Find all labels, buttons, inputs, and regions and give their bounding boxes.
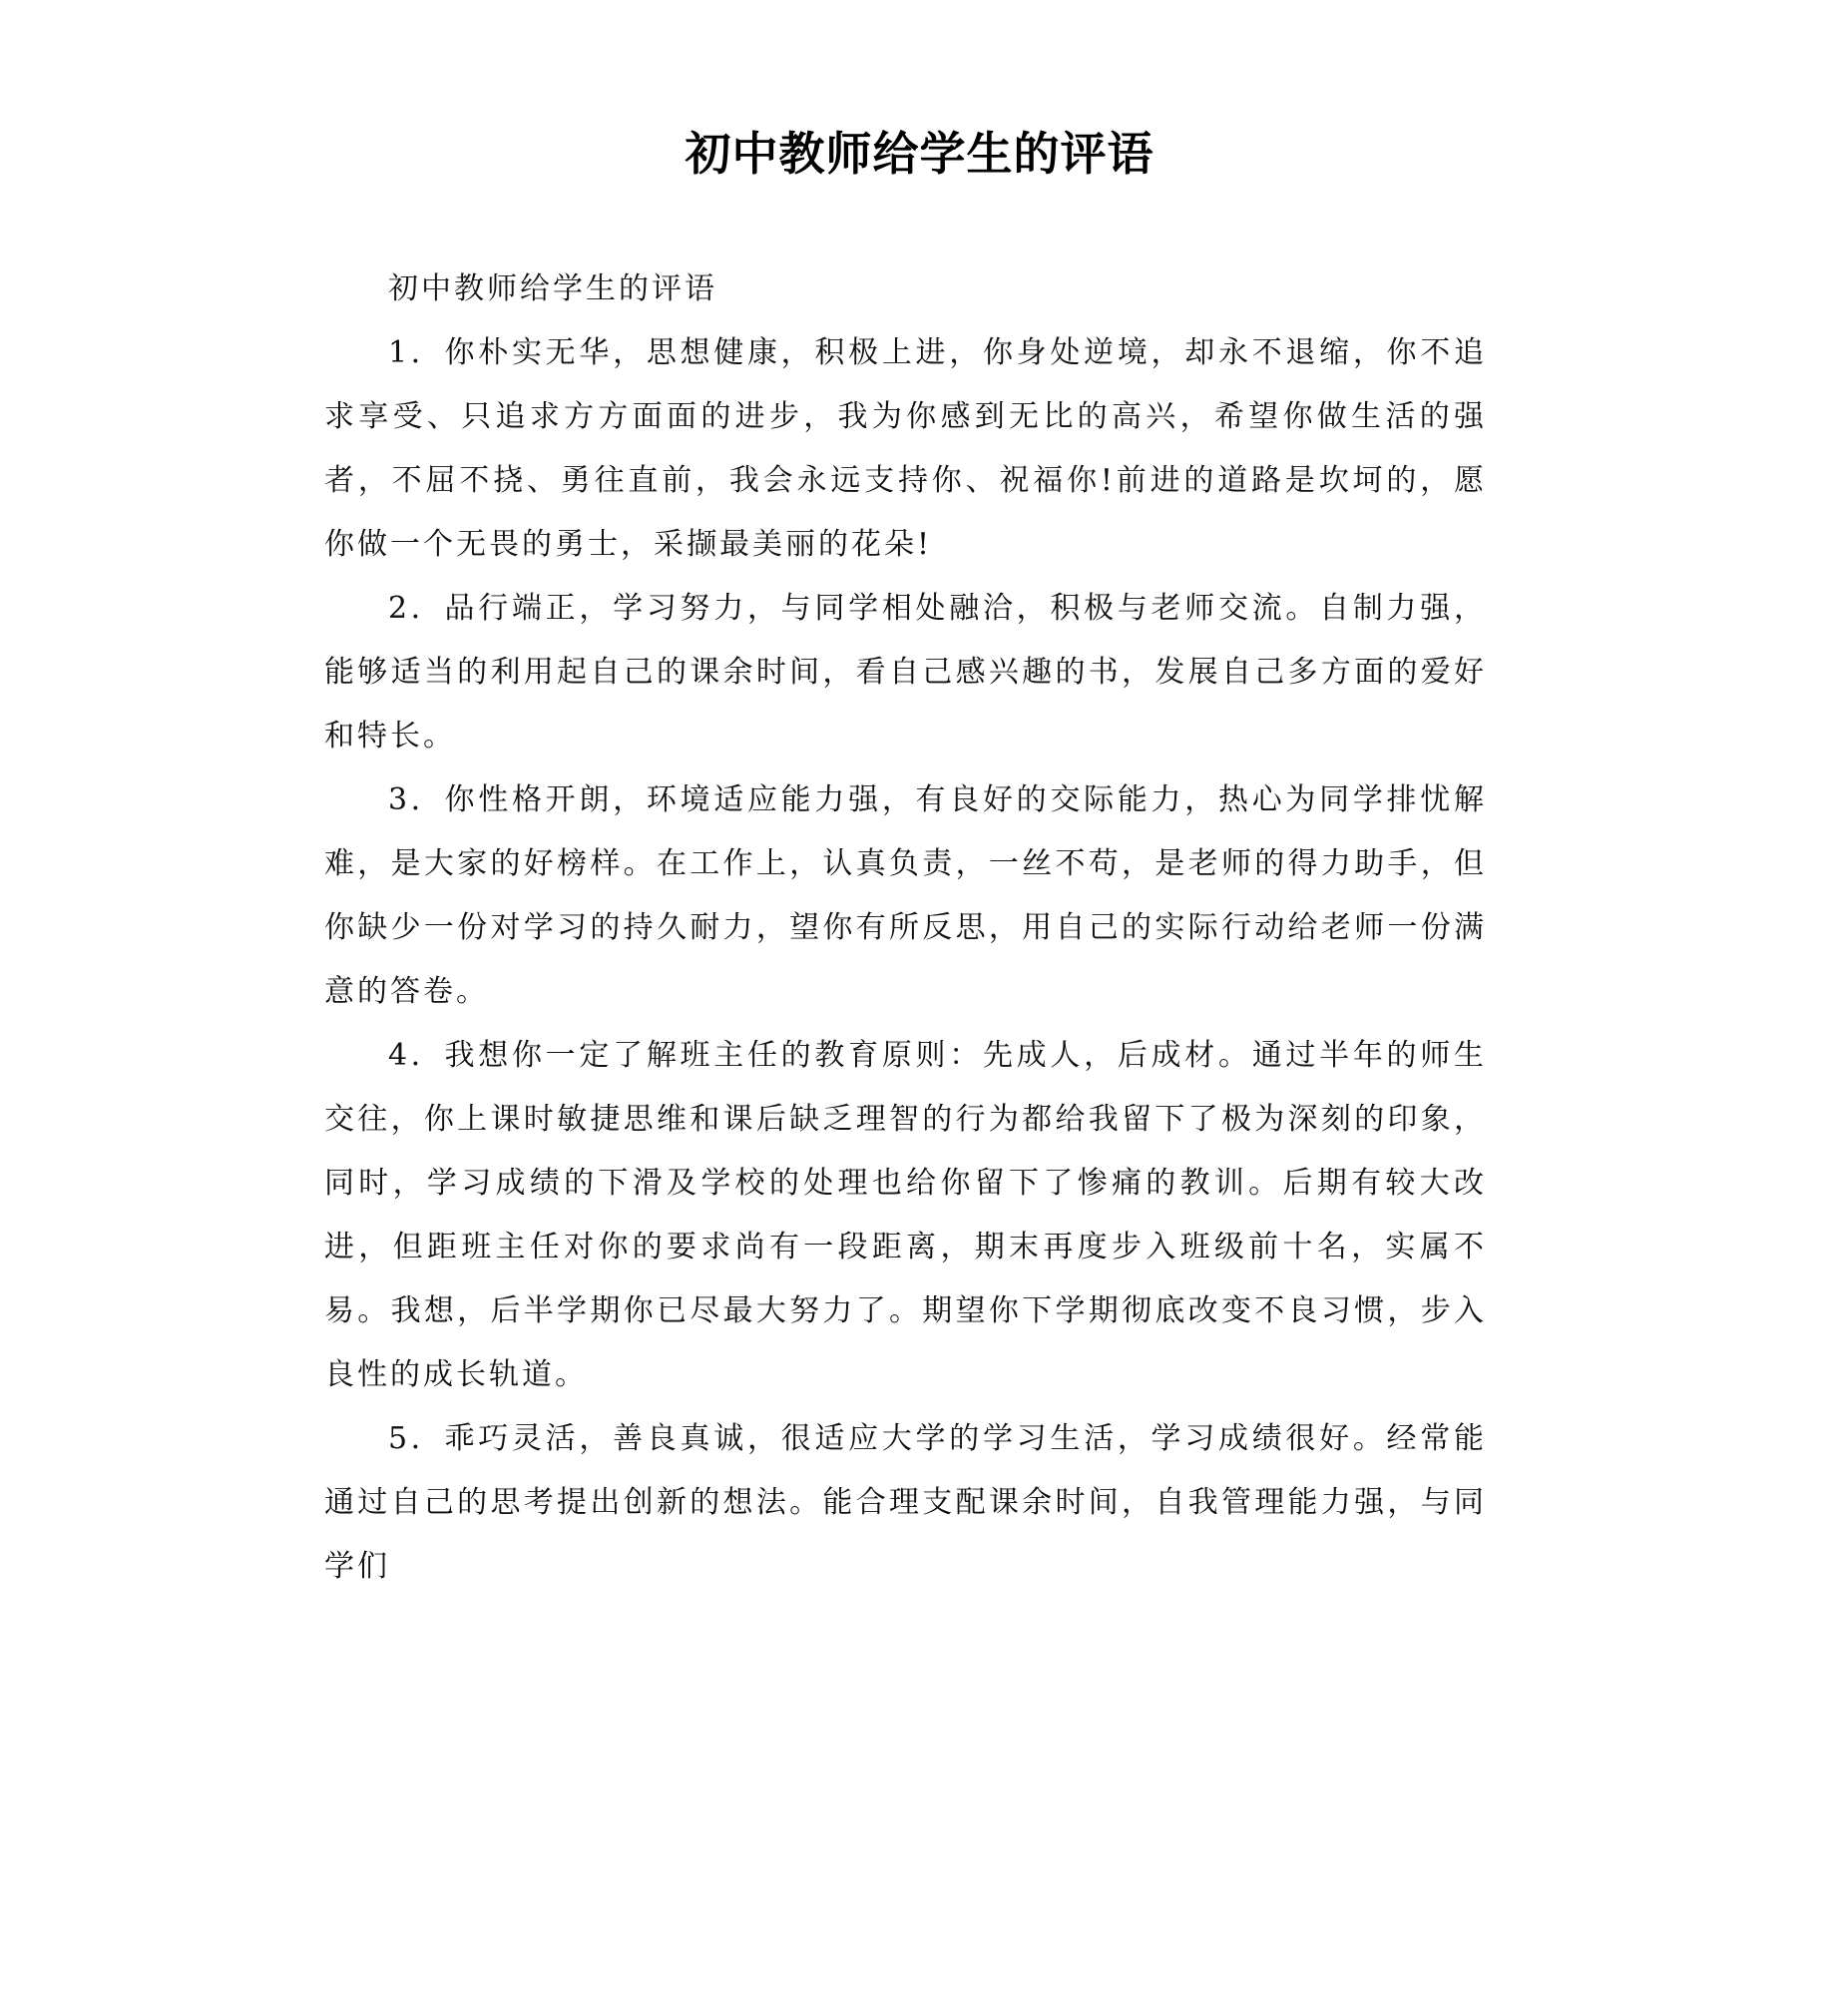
comment-paragraph-5: 5．乖巧灵活，善良真诚，很适应大学的学习生活，学习成绩很好。经常能通过自己的思考提出创新的想法。能合理支配课余时间，自我管理能力强，与同学们 xyxy=(324,1421,1487,1584)
document-title: 初中教师给学生的评语 xyxy=(685,127,1154,181)
comment-paragraph-2: 2．品行端正，学习努力，与同学相处融洽，积极与老师交流。自制力强，能够适当的利用起自己的课余时间，看自己感兴趣的书，发展自己多方面的爱好和特长。 xyxy=(324,591,1487,754)
comment-paragraph-3: 3．你性格开朗，环境适应能力强，有良好的交际能力，热心为同学排忧解难，是大家的好榜样。在工作上，认真负责，一丝不苟，是老师的得力助手，但你缺少一份对学习的持久耐力，望你有所反思，用自己的实际行动给老师一份满意的答卷。 xyxy=(324,782,1487,1009)
comment-paragraph-4: 4．我想你一定了解班主任的教育原则：先成人，后成材。通过半年的师生交往，你上课时敏捷思维和课后缺乏理智的行为都给我留下了极为深刻的印象，同时，学习成绩的下滑及学校的处理也给你留下了惨痛的教训。后期有较大改进，但距班主任对你的要求尚有一段距离，期末再度步入班级前十名，实属不易。我想，后半学期你已尽最大努力了。期望你下学期彻底改变不良习惯，步入良性的成长轨道。 xyxy=(324,1038,1487,1392)
document-subtitle-paragraph: 初中教师给学生的评语 xyxy=(388,271,717,306)
document-body xyxy=(324,257,1487,1599)
comment-paragraph-1: 1．你朴实无华，思想健康，积极上进，你身处逆境，却永不退缩，你不追求享受、只追求方方面面的进步，我为你感到无比的高兴，希望你做生活的强者，不屈不挠、勇往直前，我会永远支持你、祝福你!前进的道路是坎坷的，愿你做一个无畏的勇士，采撷最美丽的花朵! xyxy=(324,335,1487,562)
